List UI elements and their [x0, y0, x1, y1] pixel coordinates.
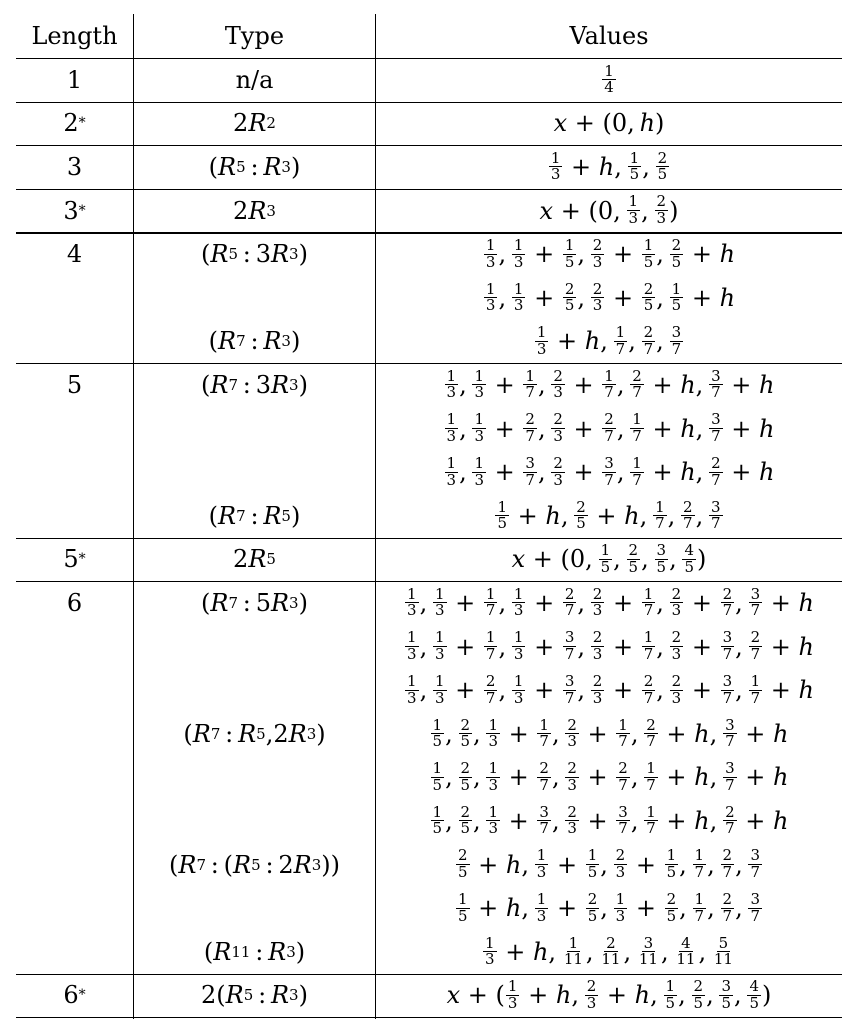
fraction: $\frac{1}{3}$: [474, 366, 485, 402]
fraction: $\frac{2}{5}$: [564, 279, 575, 315]
value-cell: $\frac{1}{3}$ , $\frac{1}{3}$ + $\frac{1}{7}$ , $\frac{1}{3}$ + $\frac{2}{7}$ , $\frac{2}{3}$ + $\frac{1}{7}$ , $\frac{2}{3}$ + $\frac{2}{7}$ , $\frac{3}{7}$ + h: [407, 584, 814, 620]
value-cell: $\frac{2}{5}$ + h , $\frac{1}{3}$ + $\frac{1}{5}$ , $\frac{2}{3}$ + $\frac{1}{5}$ , $\frac{1}{7}$ , $\frac{2}{7}$ , $\frac{3}{7}$: [457, 846, 761, 882]
fraction: $\frac{1}{7}$: [632, 453, 642, 489]
fraction: $\frac{2}{3}$: [671, 584, 682, 620]
fraction: $\frac{2}{3}$: [671, 628, 682, 664]
fraction: $\frac{2}{5}$: [628, 541, 639, 576]
fraction: $\frac{1}{7}$: [655, 497, 665, 533]
fraction: $\frac{2}{7}$: [618, 759, 628, 794]
header-values: Values: [569, 22, 649, 50]
header-length: Length: [31, 22, 118, 50]
fraction: $\frac{1}{3}$: [435, 584, 445, 620]
header-type: Type: [224, 22, 285, 50]
fraction: $\frac{1}{7}$: [643, 584, 654, 620]
value-cell: $\frac{1}{5}$ + h , $\frac{1}{3}$ + $\frac{2}{5}$ , $\frac{1}{3}$ + $\frac{2}{5}$ , $\frac{1}{7}$ , $\frac{2}{7}$ , $\frac{3}{7}$: [457, 889, 761, 925]
value-cell: $\frac{1}{3}$ , $\frac{1}{3}$ + $\frac{1}{7}$ , $\frac{1}{3}$ + $\frac{3}{7}$ , $\frac{2}{3}$ + $\frac{1}{7}$ , $\frac{2}{3}$ + $\frac{3}{7}$ , $\frac{2}{7}$ + h: [407, 628, 814, 664]
fraction: $\frac{1}{3}$: [407, 628, 417, 664]
fraction: $\frac{2}{7}$: [722, 584, 733, 620]
fraction: $\frac{2}{3}$: [553, 366, 563, 402]
fraction: $\frac{2}{7}$: [632, 366, 642, 402]
fraction: $\frac{2}{3}$: [656, 192, 667, 228]
row-divider: [16, 1017, 842, 1018]
fraction: $\frac{1}{7}$: [615, 323, 626, 358]
fraction: $\frac{2}{7}$: [711, 453, 721, 489]
fraction: $\frac{3}{7}$: [618, 802, 628, 838]
fraction: $\frac{1}{5}$: [497, 497, 507, 533]
type-cell: ( R 5 : R 3 ): [208, 152, 301, 181]
fraction: $\frac{1}{5}$: [671, 279, 682, 315]
fraction: $\frac{2}{7}$: [539, 759, 549, 794]
fraction: $\frac{2}{5}$: [643, 279, 654, 315]
fraction: $\frac{2}{3}$: [567, 759, 577, 794]
type-cell: ( R 7 : R 3 ): [208, 327, 301, 356]
fraction: $\frac{1}{7}$: [604, 366, 614, 402]
fraction: $\frac{1}{3}$: [628, 192, 639, 228]
fraction: $\frac{2}{7}$: [722, 889, 733, 925]
fraction: $\frac{1}{3}$: [446, 453, 457, 489]
fraction: $\frac{2}{5}$: [587, 889, 598, 925]
fraction: $\frac{3}{7}$: [539, 802, 549, 838]
length-cell: 5 *: [63, 545, 86, 574]
fraction: $\frac{3}{7}$: [750, 584, 761, 620]
fraction: $\frac{4}{5}$: [749, 977, 759, 1012]
fraction: $\frac{2}{5}$: [671, 235, 682, 271]
fraction: $\frac{2}{7}$: [643, 323, 654, 358]
fraction: $\frac{2}{3}$: [592, 628, 603, 664]
fraction: $\frac{2}{3}$: [671, 671, 682, 707]
type-cell: 2 R 3: [233, 196, 276, 225]
fraction: $\frac{1}{7}$: [525, 366, 535, 402]
fraction: $\frac{3}{11}$: [638, 933, 658, 969]
value-cell: $\frac{1}{5}$ + h , $\frac{2}{5}$ + h , $\frac{1}{7}$ , $\frac{2}{7}$ , $\frac{3}{7}$: [497, 497, 721, 533]
fraction: $\frac{5}{11}$: [713, 933, 733, 969]
fraction: $\frac{2}{5}$: [666, 889, 677, 925]
value-cell: $\frac{1}{3}$ , $\frac{1}{3}$ + $\frac{2}{5}$ , $\frac{2}{3}$ + $\frac{2}{5}$ , $\frac{1}{5}$ + h: [485, 279, 736, 315]
fraction: $\frac{3}{7}$: [722, 671, 733, 707]
fraction: $\frac{2}{3}$: [592, 235, 603, 271]
fraction: $\frac{1}{7}$: [643, 628, 654, 664]
fraction: $\frac{2}{5}$: [693, 977, 704, 1012]
column-divider: [375, 14, 376, 1019]
type-cell: 2 R 2: [233, 109, 276, 138]
type-cell: ( R 7 : R 5 ): [208, 501, 301, 530]
value-cell: x + (0, h ): [553, 109, 665, 138]
fraction: $\frac{1}{5}$: [457, 889, 468, 925]
value-cell: $\frac{1}{3}$ , $\frac{1}{3}$ + $\frac{2}{7}$ , $\frac{2}{3}$ + $\frac{2}{7}$ , $\frac{1}{7}$ + h , $\frac{3}{7}$ + h: [446, 410, 775, 446]
fraction: $\frac{2}{5}$: [460, 715, 471, 751]
fraction: $\frac{3}{7}$: [750, 846, 761, 882]
fraction: $\frac{2}{3}$: [615, 846, 626, 882]
fraction: $\frac{1}{11}$: [563, 933, 583, 969]
fraction: $\frac{1}{5}$: [432, 715, 443, 751]
value-cell: $\frac{1}{3}$ + h , $\frac{1}{5}$ , $\frac{2}{5}$: [550, 148, 668, 184]
fraction: $\frac{1}{3}$: [513, 671, 524, 707]
type-cell: ( R 5 : 3 R 3 ): [201, 240, 308, 269]
fraction: $\frac{4}{5}$: [684, 541, 695, 576]
fraction: $\frac{3}{7}$: [725, 715, 735, 751]
fraction: $\frac{3}{7}$: [750, 889, 761, 925]
fraction: $\frac{3}{7}$: [725, 759, 735, 794]
fraction: $\frac{1}{5}$: [629, 148, 640, 184]
value-cell: x + (0, $\frac{1}{3}$ , $\frac{2}{3}$ ): [539, 192, 679, 228]
fraction: $\frac{1}{3}$: [536, 846, 547, 882]
fraction: $\frac{2}{3}$: [592, 671, 603, 707]
fraction: $\frac{1}{3}$: [435, 671, 445, 707]
fraction: $\frac{3}{7}$: [525, 453, 535, 489]
fraction: $\frac{1}{3}$: [513, 584, 524, 620]
fraction: $\frac{2}{5}$: [460, 802, 471, 838]
fraction: $\frac{1}{7}$: [646, 802, 656, 838]
fraction: $\frac{1}{3}$: [488, 802, 499, 838]
type-cell: ( R 11 : R 3 ): [203, 937, 306, 966]
length-cell: 1: [66, 65, 83, 94]
fraction: $\frac{1}{3}$: [550, 148, 561, 184]
type-cell: 2( R 5 : R 3 ): [201, 981, 308, 1010]
fraction: $\frac{1}{3}$: [615, 889, 626, 925]
fraction: $\frac{2}{7}$: [564, 584, 575, 620]
fraction: $\frac{1}{3}$: [485, 235, 496, 271]
fraction: $\frac{2}{3}$: [592, 584, 603, 620]
fraction: $\frac{3}{7}$: [564, 628, 575, 664]
value-cell: $\frac{1}{3}$ , $\frac{1}{3}$ + $\frac{1}{7}$ , $\frac{2}{3}$ + $\frac{1}{7}$ , $\frac{2}{7}$ + h , $\frac{3}{7}$ + h: [446, 366, 775, 402]
fraction: $\frac{1}{5}$: [643, 235, 654, 271]
fraction: $\frac{1}{7}$: [694, 846, 705, 882]
fraction: $\frac{1}{3}$: [536, 323, 547, 358]
fraction: $\frac{1}{7}$: [632, 410, 642, 446]
fraction: $\frac{2}{7}$: [722, 846, 733, 882]
type-cell: ( R 7 : R 5 ,2 R 3 ): [183, 719, 326, 748]
fraction: $\frac{1}{7}$: [694, 889, 705, 925]
fraction: $\frac{1}{4}$: [604, 61, 614, 97]
fraction: $\frac{4}{11}$: [676, 933, 696, 969]
value-cell: x + (0, $\frac{1}{5}$ , $\frac{2}{5}$ , $\frac{3}{5}$ , $\frac{4}{5}$ ): [511, 541, 707, 576]
fraction: $\frac{1}{3}$: [446, 366, 457, 402]
fraction: $\frac{3}{7}$: [671, 323, 682, 358]
fraction: $\frac{1}{3}$: [513, 628, 524, 664]
fraction: $\frac{2}{7}$: [525, 410, 535, 446]
length-cell: 3 *: [63, 196, 86, 225]
fraction: $\frac{1}{7}$: [750, 671, 761, 707]
value-cell: $\frac{1}{3}$ , $\frac{1}{3}$ + $\frac{3}{7}$ , $\frac{2}{3}$ + $\frac{3}{7}$ , $\frac{1}{7}$ + h , $\frac{2}{7}$ + h: [446, 453, 775, 489]
fraction: $\frac{1}{7}$: [618, 715, 628, 751]
fraction: $\frac{1}{3}$: [446, 410, 457, 446]
fraction: $\frac{1}{3}$: [474, 410, 485, 446]
length-cell: 6: [66, 588, 83, 617]
fraction: $\frac{2}{7}$: [750, 628, 761, 664]
fraction: $\frac{3}{7}$: [711, 497, 721, 533]
fraction: $\frac{3}{7}$: [722, 628, 733, 664]
fraction: $\frac{1}{5}$: [432, 802, 443, 838]
fraction: $\frac{1}{7}$: [485, 628, 496, 664]
fraction: $\frac{2}{3}$: [586, 977, 597, 1012]
fraction: $\frac{2}{5}$: [576, 497, 586, 533]
fraction: $\frac{1}{5}$: [600, 541, 611, 576]
fraction: $\frac{1}{7}$: [539, 715, 549, 751]
fraction: $\frac{1}{5}$: [587, 846, 598, 882]
fraction: $\frac{3}{7}$: [711, 366, 721, 402]
fraction: $\frac{1}{3}$: [435, 628, 445, 664]
length-cell: 6 *: [63, 981, 86, 1010]
fraction: $\frac{2}{5}$: [460, 759, 471, 794]
fraction: $\frac{1}{3}$: [513, 279, 524, 315]
length-cell: 5: [66, 370, 83, 399]
value-cell: $\frac{1}{5}$ , $\frac{2}{5}$ , $\frac{1}{3}$ + $\frac{3}{7}$ , $\frac{2}{3}$ + $\frac{3}{7}$ , $\frac{1}{7}$ + h , $\frac{2}{7}$ + h: [432, 802, 789, 838]
fraction: $\frac{1}{3}$: [536, 889, 547, 925]
fraction: $\frac{2}{7}$: [683, 497, 693, 533]
fraction: $\frac{2}{7}$: [643, 671, 654, 707]
fraction: $\frac{1}{3}$: [485, 933, 495, 969]
fraction: $\frac{3}{7}$: [604, 453, 614, 489]
fraction: $\frac{1}{3}$: [485, 279, 496, 315]
fraction: $\frac{1}{5}$: [666, 846, 677, 882]
value-cell: $\frac{1}{3}$ + h , $\frac{1}{7}$ , $\frac{2}{7}$ , $\frac{3}{7}$: [536, 323, 682, 358]
value-cell: x + ( $\frac{1}{3}$ + h , $\frac{2}{3}$ + h , $\frac{1}{5}$ , $\frac{2}{5}$ , $\frac{3}{5}$ , $\frac{4}{5}$ ): [446, 977, 772, 1012]
fraction: $\frac{2}{5}$: [457, 846, 468, 882]
type-cell: ( R 7 : ( R 5 : 2 R 3 )): [169, 850, 340, 879]
fraction: $\frac{1}{3}$: [407, 671, 417, 707]
fraction: $\frac{1}{3}$: [474, 453, 485, 489]
fraction: $\frac{2}{7}$: [725, 802, 735, 838]
fraction: $\frac{3}{5}$: [656, 541, 667, 576]
fraction: $\frac{2}{7}$: [604, 410, 614, 446]
type-cell: ( R 7 : 5 R 3 ): [201, 588, 308, 617]
fraction: $\frac{2}{11}$: [601, 933, 621, 969]
fraction: $\frac{1}{5}$: [665, 977, 676, 1012]
fraction: $\frac{1}{5}$: [432, 759, 443, 794]
fraction: $\frac{2}{3}$: [553, 453, 563, 489]
value-cell: $\frac{1}{3}$ , $\frac{1}{3}$ + $\frac{2}{7}$ , $\frac{1}{3}$ + $\frac{3}{7}$ , $\frac{2}{3}$ + $\frac{2}{7}$ , $\frac{2}{3}$ + $\frac{3}{7}$ , $\frac{1}{7}$ + h: [407, 671, 814, 707]
fraction: $\frac{1}{7}$: [485, 584, 496, 620]
fraction: $\frac{2}{7}$: [646, 715, 656, 751]
fraction: $\frac{2}{3}$: [567, 715, 577, 751]
fraction: $\frac{1}{3}$: [488, 715, 499, 751]
fraction: $\frac{3}{7}$: [711, 410, 721, 446]
fraction: $\frac{3}{7}$: [564, 671, 575, 707]
fraction: $\frac{1}{3}$: [507, 977, 518, 1012]
fraction: $\frac{2}{7}$: [485, 671, 496, 707]
value-cell: $\frac{1}{3}$ + h , $\frac{1}{11}$ , $\frac{2}{11}$ , $\frac{3}{11}$ , $\frac{4}{11}$ , $\frac{5}{11}$: [485, 933, 733, 969]
fraction: $\frac{2}{3}$: [553, 410, 563, 446]
length-cell: 2 *: [63, 109, 86, 138]
fraction: $\frac{1}{3}$: [488, 759, 499, 794]
fraction: $\frac{3}{5}$: [721, 977, 732, 1012]
fraction: $\frac{1}{7}$: [646, 759, 656, 794]
values-table: [16, 14, 842, 1019]
type-cell: 2 R 5: [233, 545, 276, 574]
value-cell: [376, 58, 842, 102]
value-cell: $\frac{1}{5}$ , $\frac{2}{5}$ , $\frac{1}{3}$ + $\frac{2}{7}$ , $\frac{2}{3}$ + $\frac{2}{7}$ , $\frac{1}{7}$ + h , $\frac{3}{7}$ + h: [432, 759, 789, 794]
fraction: $\frac{2}{3}$: [567, 802, 577, 838]
fraction: $\frac{2}{3}$: [592, 279, 603, 315]
type-cell: n/a: [235, 65, 274, 94]
type-cell: ( R 7 : 3 R 3 ): [201, 370, 308, 399]
fraction: $\frac{1}{5}$: [564, 235, 575, 271]
fraction: $\frac{2}{5}$: [657, 148, 668, 184]
value-cell: $\frac{1}{3}$ , $\frac{1}{3}$ + $\frac{1}{5}$ , $\frac{2}{3}$ + $\frac{1}{5}$ , $\frac{2}{5}$ + h: [485, 235, 736, 271]
value-cell: $\frac{1}{5}$ , $\frac{2}{5}$ , $\frac{1}{3}$ + $\frac{1}{7}$ , $\frac{2}{3}$ + $\frac{1}{7}$ , $\frac{2}{7}$ + h , $\frac{3}{7}$ + h: [432, 715, 789, 751]
column-divider: [133, 14, 134, 1019]
length-cell: 4: [66, 240, 83, 269]
fraction: $\frac{1}{3}$: [513, 235, 524, 271]
length-cell: 3: [66, 152, 83, 181]
fraction: $\frac{1}{3}$: [407, 584, 417, 620]
